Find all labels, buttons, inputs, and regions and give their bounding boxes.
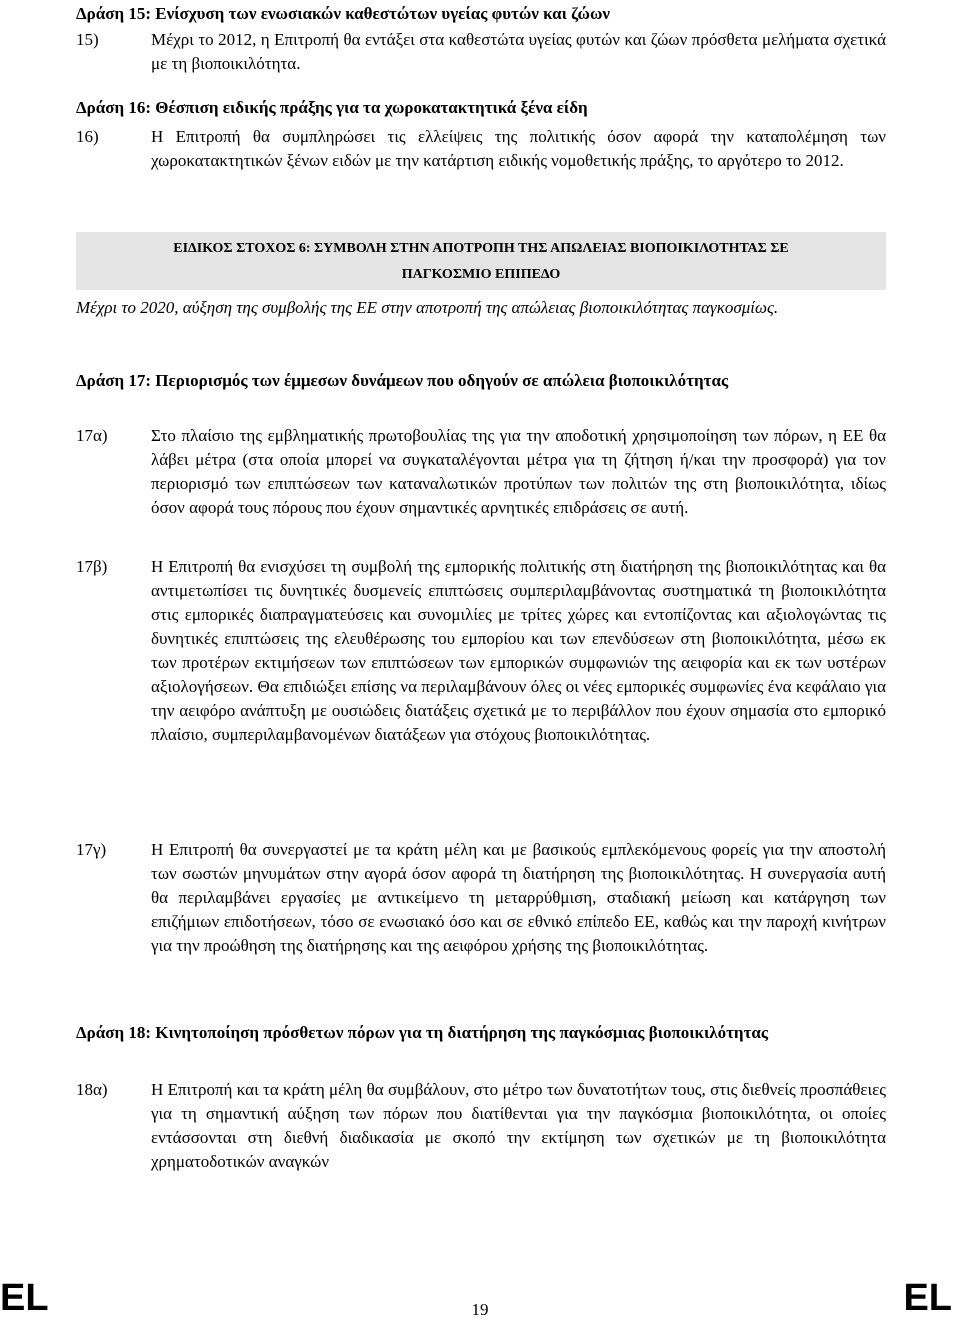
target-6-title-line-1: ΕΙΔΙΚΟΣ ΣΤΟΧΟΣ 6: ΣΥΜΒΟΛΗ ΣΤΗΝ ΑΠΟΤΡΟΠΗ ΤΗΣ ΑΠΩΛΕΙΑΣ ΒΙΟΠΟΙΚΙΛΟΤΗΤΑΣ ΣΕ bbox=[173, 241, 789, 256]
item-15 bbox=[76, 28, 886, 76]
target-6-objective: Μέχρι το 2020, αύξηση της συμβολής της ΕΕ στην αποτροπή της απώλειας βιοποικιλότητας παγκοσμίως. bbox=[76, 298, 779, 317]
item-18a bbox=[76, 1078, 886, 1174]
item-number: 17α) bbox=[76, 426, 108, 445]
item-number: 15) bbox=[76, 30, 99, 49]
item-number: 17γ) bbox=[76, 840, 107, 859]
item-17a bbox=[76, 424, 886, 520]
action-15-heading: Δράση 15: Ενίσχυση των ενωσιακών καθεστώτων υγείας φυτών και ζώων bbox=[76, 4, 610, 23]
item-text: Στο πλαίσιο της εμβληματικής πρωτοβουλίας της για την αποδοτική χρησιμοποίηση των πόρων, η ΕΕ θα λάβει μέτρα (στα οποία μπορεί να συγκαταλέγονται μέτρα για τη ζήτηση ή/και την προσφορά) για τον περιορισμό των επιπτώσεων των καταναλωτικών προτύπων των πολιτών της στη βιοποικιλότητα, ιδίως όσον αφορά τους πόρους που έχουν σημαντικές αρνητικές επιδράσεις σε αυτή. bbox=[151, 426, 886, 517]
item-text: Η Επιτροπή θα συνεργαστεί με τα κράτη μέλη και με βασικούς εμπλεκόμενους φορείς για την αποστολή των σωστών μηνυμάτων στην αγορά όσον αφορά τη διατήρηση της βιοποικιλότητας. Η συνεργασία αυτή θα περιλαμβάνει εργασίες με αντικείμενο τη μεταρρύθμιση, σταδιακή μείωση και κατάργηση των επιζήμιων επιδοτήσεων, τόσο σε ενωσιακό όσο και σε εθνικό επίπεδο ΕΕ, καθώς και την παροχή κινήτρων για την προώθηση της διατήρησης και της αειφόρου χρήσης της βιοποικιλότητας. bbox=[151, 840, 886, 955]
item-text: Η Επιτροπή και τα κράτη μέλη θα συμβάλουν, στο μέτρο των δυνατοτήτων τους, στις διεθνείς προσπάθειες για τη σημαντική αύξηση των πόρων που διατίθενται για την παγκόσμια βιοποικιλότητα, οι οποίες εντάσσονται στη διεθνή διαδικασία με σκοπό την εκτίμηση των σχετικών με τη βιοποικιλότητα χρηματοδοτικών αναγκών bbox=[151, 1080, 886, 1171]
item-number: 17β) bbox=[76, 557, 108, 576]
item-text: Η Επιτροπή θα συμπληρώσει τις ελλείψεις της πολιτικής όσον αφορά την καταπολέμηση των χωροκατακτητικών ξένων ειδών με την κατάρτιση ειδικής νομοθετικής πράξης, το αργότερο το 2012. bbox=[151, 127, 886, 170]
action-17-heading: Δράση 17: Περιορισμός των έμμεσων δυνάμεων που οδηγούν σε απώλεια βιοποικιλότητας bbox=[76, 371, 729, 390]
item-number: 18α) bbox=[76, 1080, 108, 1099]
item-17g bbox=[76, 838, 886, 958]
item-text: Η Επιτροπή θα ενισχύσει τη συμβολή της εμπορικής πολιτικής στη διατήρηση της βιοποικιλότητας και θα αντιμετωπίσει τις δυνητικές δυσμενείς επιπτώσεις συμπεριλαμβάνοντας συστηματικά τη βιοποικιλότητα στις εμπορικές διαπραγματεύσεις και συνομιλίες με τρίτες χώρες και εντοπίζοντας και αξιολογώντας τις δυνητικές επιπτώσεις της ελευθέρωσης του εμπορίου και των επενδύσεων στη βιοποικιλότητα, μέσω εκ των προτέρων εκτιμήσεων των επιπτώσεων των εμπορικών συμφωνιών της αειφορία και εκ των υστέρων αξιολογήσεων. Θα επιδιώξει επίσης να περιλαμβάνουν όλες οι νέες εμπορικές συμφωνίες ένα κεφάλαιο για την αειφόρο ανάπτυξη με ουσιώδεις διατάξεις σχετικά με το περιβάλλον που έχουν σημασία στο εμπορικό πλαίσιο, συμπεριλαμβανομένων διατάξεων για στόχους βιοποικιλότητας. bbox=[151, 557, 886, 744]
footer-language-left: EL bbox=[0, 1277, 49, 1319]
target-6-box bbox=[76, 232, 886, 290]
action-16-heading: Δράση 16: Θέσπιση ειδικής πράξης για τα χωροκατακτητικά ξένα είδη bbox=[76, 98, 588, 117]
page-number: 19 bbox=[471, 1300, 489, 1319]
footer-language-right: EL bbox=[903, 1277, 952, 1319]
target-6-title-line-2: ΠΑΓΚΟΣΜΙΟ ΕΠΙΠΕΔΟ bbox=[401, 267, 561, 282]
action-18-heading: Δράση 18: Κινητοποίηση πρόσθετων πόρων για τη διατήρηση της παγκόσμιας βιοποικιλότητας bbox=[76, 1023, 769, 1042]
item-text: Μέχρι το 2012, η Επιτροπή θα εντάξει στα καθεστώτα υγείας φυτών και ζώων πρόσθετα μελήματα σχετικά με τη βιοποικιλότητα. bbox=[151, 30, 886, 73]
item-number: 16) bbox=[76, 127, 99, 146]
item-17b bbox=[76, 555, 886, 747]
item-16 bbox=[76, 125, 886, 173]
